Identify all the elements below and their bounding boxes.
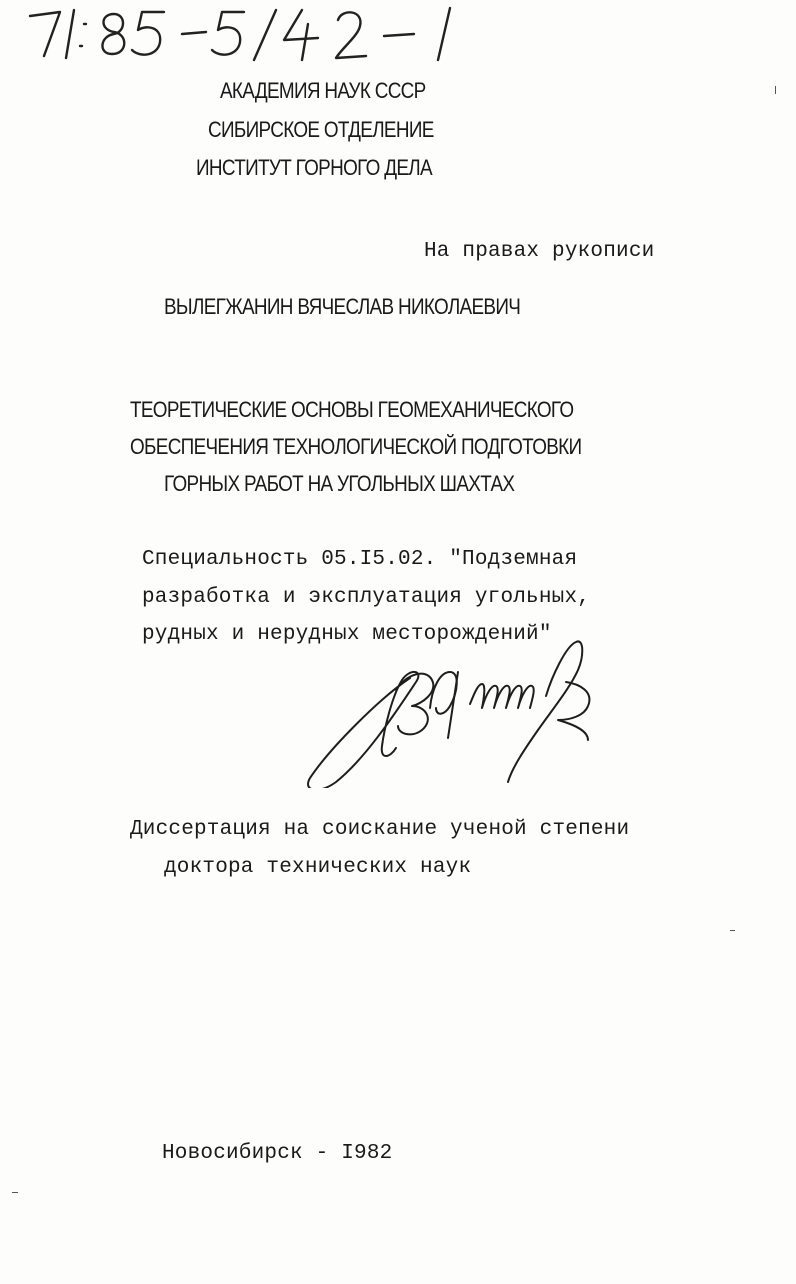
specialty-line-1: Специальность 05.I5.02. "Подземная bbox=[142, 548, 578, 571]
title-line-1: ТЕОРЕТИЧЕСКИЕ ОСНОВЫ ГЕОМЕХАНИЧЕСКОГО bbox=[130, 397, 574, 422]
degree-line-2: доктора технических наук bbox=[164, 856, 472, 879]
title-line-2: ОБЕСПЕЧЕНИЯ ТЕХНОЛОГИЧЕСКОЙ ПОДГОТОВКИ bbox=[130, 434, 582, 459]
header-branch: СИБИРСКОЕ ОТДЕЛЕНИЕ bbox=[208, 117, 434, 142]
manuscript-note: На правах рукописи bbox=[424, 240, 655, 263]
handwritten-signature bbox=[300, 638, 640, 788]
header-academy: АКАДЕМИЯ НАУК СССР bbox=[220, 78, 426, 103]
scan-speck bbox=[12, 1192, 18, 1193]
scan-speck bbox=[730, 930, 735, 931]
title-line-3: ГОРНЫХ РАБОТ НА УГОЛЬНЫХ ШАХТАХ bbox=[164, 471, 515, 496]
handwritten-archive-code bbox=[22, 4, 462, 66]
city-year: Новосибирск - I982 bbox=[162, 1142, 393, 1165]
specialty-line-3: рудных и нерудных месторождений" bbox=[142, 623, 552, 646]
author-name: ВЫЛЕГЖАНИН ВЯЧЕСЛАВ НИКОЛАЕВИЧ bbox=[164, 294, 521, 319]
header-institute: ИНСТИТУТ ГОРНОГО ДЕЛА bbox=[196, 155, 432, 180]
degree-line-1: Диссертация на соискание ученой степени bbox=[130, 818, 630, 841]
scan-speck bbox=[775, 86, 776, 94]
specialty-line-2: разработка и эксплуатация угольных, bbox=[142, 586, 591, 609]
